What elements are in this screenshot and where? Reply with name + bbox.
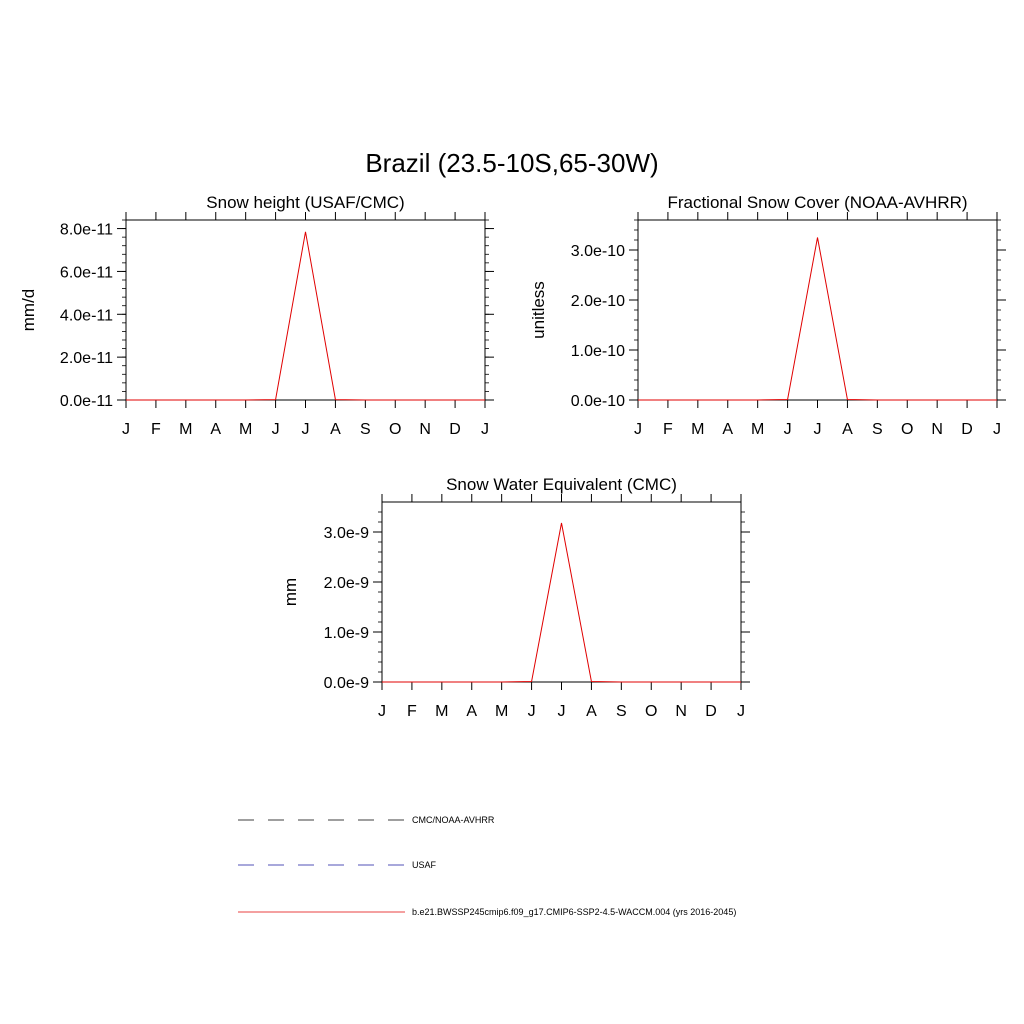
y-tick-label: 4.0e-11: [59, 307, 113, 325]
plot-frame: [126, 220, 485, 400]
x-tick-label: M: [691, 421, 705, 438]
legend-label-0: CMC/NOAA-AVHRR: [412, 815, 495, 825]
x-tick-label: J: [634, 421, 642, 438]
y-ticks: [324, 512, 750, 692]
x-tick-label: M: [179, 421, 193, 438]
x-tick-label: A: [466, 703, 478, 720]
panel-snow-water-equivalent: [281, 475, 750, 720]
x-tick-label: D: [449, 421, 461, 438]
legend: [238, 815, 736, 917]
x-tick-label: J: [378, 703, 386, 720]
x-tick-label: M: [751, 421, 765, 438]
x-tick-label: S: [359, 421, 371, 438]
y-tick-label: 0.0e-11: [59, 393, 113, 410]
legend-label-1: USAF: [412, 860, 437, 870]
x-ticks: [378, 494, 745, 720]
panel-title: Snow height (USAF/CMC): [206, 193, 405, 212]
x-tick-label: J: [993, 421, 1001, 438]
plot-frame: [382, 502, 741, 682]
x-tick-label: M: [435, 703, 449, 720]
x-tick-label: N: [675, 703, 687, 720]
y-tick-label: 0.0e-10: [570, 393, 625, 410]
x-tick-label: F: [663, 421, 673, 438]
y-tick-label: 8.0e-11: [59, 221, 113, 239]
series-line-model: [382, 523, 741, 682]
x-tick-label: J: [481, 421, 489, 438]
x-tick-label: O: [901, 421, 914, 438]
x-tick-label: O: [389, 421, 402, 438]
series-line-model: [126, 232, 485, 400]
x-tick-label: D: [961, 421, 973, 438]
legend-label-2: b.e21.BWSSP245cmip6.f09_g17.CMIP6-SSP2-4.5-WACCM.004 (yrs 2016-2045): [412, 907, 737, 917]
y-tick-label: 3.0e-10: [570, 243, 625, 260]
y-tick-label: 3.0e-9: [323, 525, 369, 542]
y-tick-label: 0.0e-9: [323, 675, 369, 692]
x-tick-label: N: [419, 421, 431, 438]
x-tick-label: J: [813, 421, 822, 438]
x-tick-label: J: [527, 703, 536, 720]
x-tick-label: O: [645, 703, 658, 720]
figure-title: Brazil (23.5-10S,65-30W): [365, 148, 659, 178]
y-ticks: [60, 220, 494, 410]
panel-title: Fractional Snow Cover (NOAA-AVHRR): [667, 193, 968, 212]
x-tick-label: A: [210, 421, 222, 438]
y-tick-label: 1.0e-10: [570, 343, 625, 360]
x-tick-label: M: [239, 421, 253, 438]
panel-title: Snow Water Equivalent (CMC): [446, 475, 677, 494]
y-tick-label: 6.0e-11: [59, 264, 113, 282]
x-tick-label: J: [271, 421, 280, 438]
x-tick-label: A: [722, 421, 734, 438]
panel-snow-height: [19, 193, 494, 438]
x-ticks: [122, 212, 489, 438]
panel-fractional-snow-cover: [529, 193, 1006, 438]
x-tick-label: J: [557, 703, 566, 720]
x-tick-label: F: [407, 703, 417, 720]
y-tick-label: 2.0e-9: [323, 575, 369, 592]
y-axis-label: mm/d: [19, 288, 38, 332]
x-tick-label: M: [495, 703, 509, 720]
x-ticks: [634, 212, 1001, 438]
x-tick-label: S: [871, 421, 883, 438]
y-ticks: [571, 220, 1006, 410]
x-tick-label: A: [330, 421, 341, 438]
x-tick-label: J: [122, 421, 130, 438]
x-tick-label: S: [615, 703, 627, 720]
x-tick-label: N: [931, 421, 943, 438]
y-tick-label: 2.0e-11: [59, 350, 113, 368]
y-axis-label: mm: [281, 577, 300, 607]
series-line-model: [638, 238, 997, 401]
x-tick-label: A: [586, 703, 597, 720]
plot-frame: [638, 220, 997, 400]
x-tick-label: D: [705, 703, 717, 720]
y-tick-label: 2.0e-10: [570, 293, 625, 310]
x-tick-label: J: [737, 703, 745, 720]
x-tick-label: F: [151, 421, 161, 438]
x-tick-label: A: [842, 421, 853, 438]
y-tick-label: 1.0e-9: [323, 625, 369, 642]
x-tick-label: J: [301, 421, 310, 438]
y-axis-label: unitless: [529, 281, 548, 339]
x-tick-label: J: [783, 421, 792, 438]
